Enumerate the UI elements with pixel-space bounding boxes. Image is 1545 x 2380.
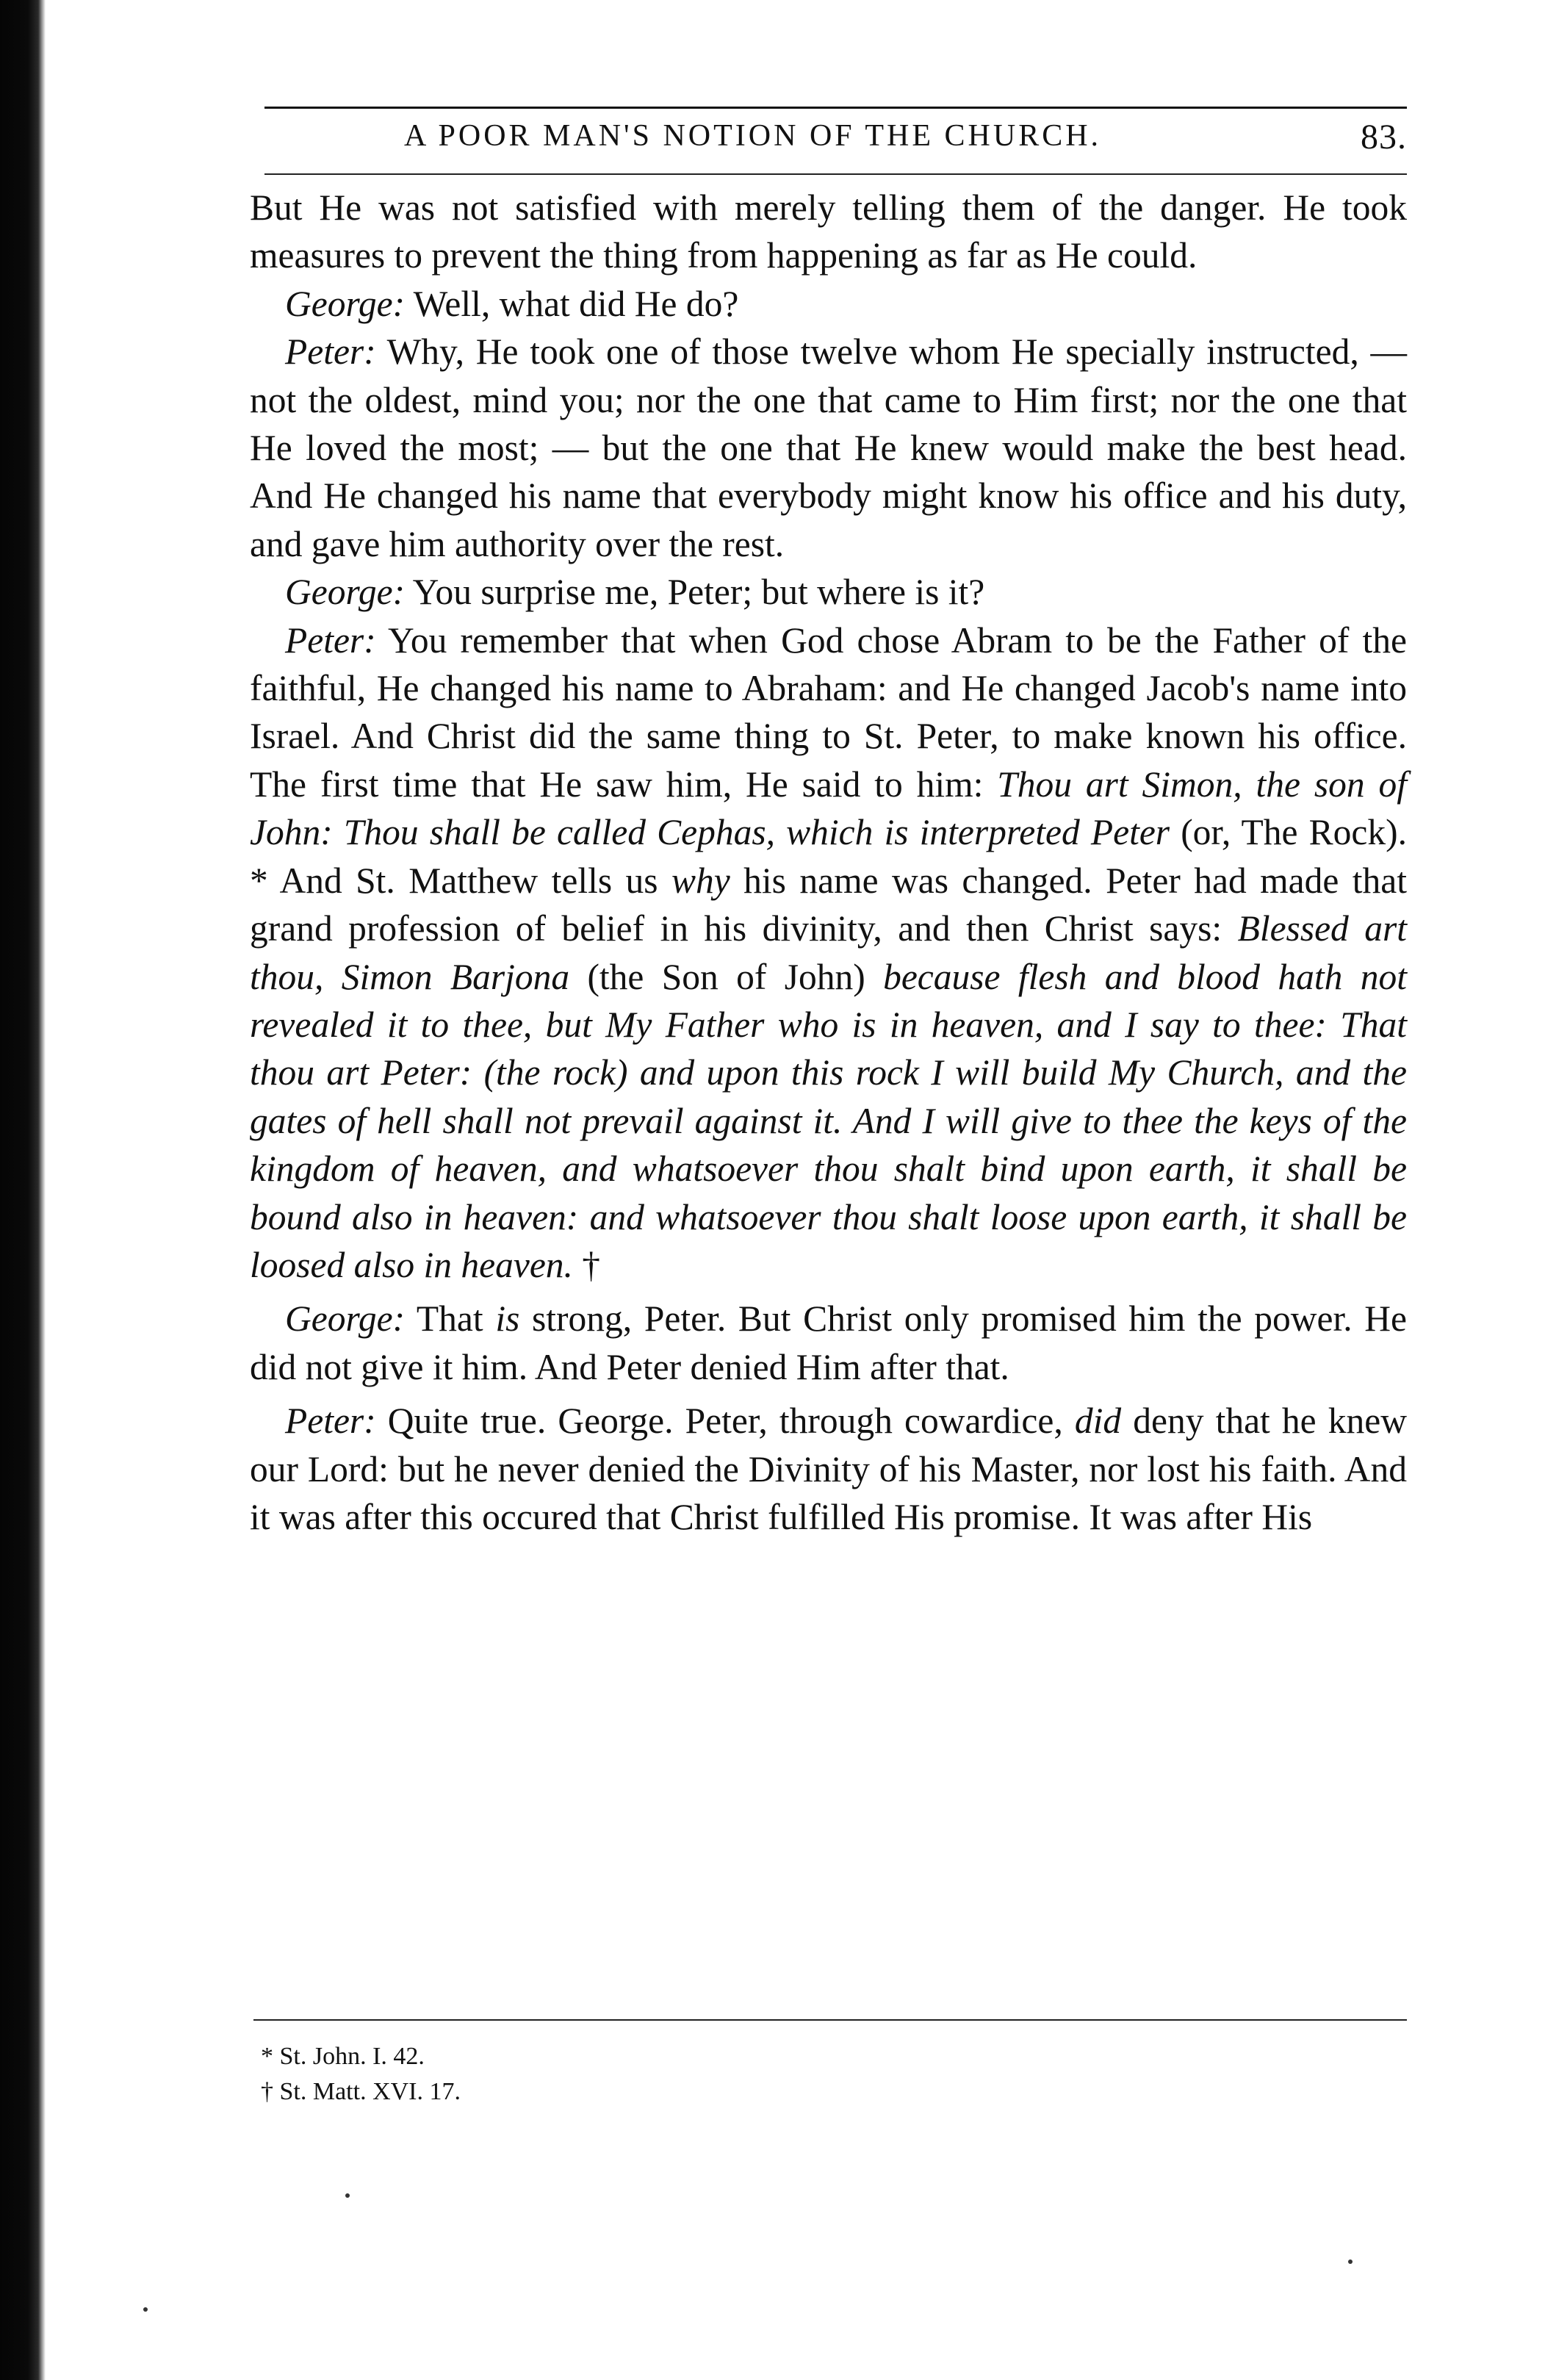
body-text bbox=[250, 184, 1407, 1541]
page-number: 83. bbox=[1361, 118, 1407, 157]
print-speck bbox=[1348, 2259, 1353, 2264]
book-binding-shadow bbox=[0, 0, 46, 2380]
paragraph: Peter: Quite true. George. Peter, through cowardice, did deny that he knew our Lord: but he never denied the Divinity of his Master, nor lost his faith. And it was after this occured that Christ fulfilled His promise. It was after His bbox=[250, 1401, 1407, 1537]
scripture-quote: Thou art Simon, the son of John: Thou shall be called Cephas, which is interpreted Peter bbox=[250, 763, 1407, 853]
speaker-label: Peter: bbox=[285, 1401, 376, 1442]
paragraph: George: Well, what did He do? bbox=[285, 283, 739, 324]
footnote: * St. John. I. 42. bbox=[261, 2043, 425, 2070]
paragraph: But He was not satisfied with merely telling them of the danger. He took measures to prevent the thing from happening as far as He could. bbox=[250, 187, 1407, 276]
paragraph: George: That is strong, Peter. But Christ only promised him the power. He did not give it him. And Peter denied Him after that. bbox=[250, 1298, 1407, 1387]
emphasis: is bbox=[495, 1298, 520, 1340]
header-rule bbox=[264, 173, 1407, 175]
top-rule bbox=[264, 107, 1407, 109]
page-header bbox=[264, 114, 1407, 158]
speaker-label: Peter: bbox=[285, 331, 376, 373]
emphasis: did bbox=[1074, 1401, 1122, 1442]
paragraph: Peter: Why, He took one of those twelve whom He specially instructed, — not the oldest, mind you; nor the one that came to Him first; nor the one that He loved the most; — but the one that He knew would make the best head. And He changed his name that everybody might know his office and his duty, and gave him authority over the rest. bbox=[250, 331, 1407, 564]
print-speck bbox=[345, 2193, 350, 2198]
footnote: † St. Matt. XVI. 17. bbox=[261, 2078, 461, 2105]
speaker-label: Peter: bbox=[285, 619, 376, 661]
speaker-label: George: bbox=[285, 572, 406, 613]
speaker-label: George: bbox=[285, 283, 406, 324]
speaker-label: George: bbox=[285, 1298, 406, 1340]
emphasis: why bbox=[671, 860, 730, 901]
print-speck bbox=[143, 2307, 148, 2312]
scripture-quote: because flesh and blood hath not revealed it to thee, but My Father who is in heaven, and I say to thee: That thou art Peter: (the rock) and upon this rock I will build My Church, and the gates of hell shall not prevail against it. And I will give to thee the keys of the kingdom of heaven, and whatsoever thou shalt bind upon earth, it shall be bound also in heaven: and whatsoever thou shalt loose upon earth, it shall be loosed also in heaven. bbox=[250, 956, 1408, 1285]
paragraph: George: You surprise me, Peter; but where is it? bbox=[285, 572, 985, 613]
footnote-rule bbox=[253, 2019, 1407, 2021]
scripture-quote: Blessed art thou, Simon Barjona bbox=[250, 908, 1407, 997]
running-head: A POOR MAN'S NOTION OF THE CHURCH. bbox=[404, 119, 1102, 153]
paragraph: Peter: You remember that when God chose Abram to be the Father of the faithful, He changed his name to Abraham: and He changed Jacob's name into Israel. And Christ did the same thing to St. Peter, to make known his office. The first time that He saw him, He said to him: Thou art Simon, the son of John: Thou shall be called Cephas, which is interpreted Peter (or, The Rock). * And St. Matthew tells us why his name was changed. Peter had made that grand profession of belief in his divinity, and then Christ says: Blessed art thou, Simon Barjona (the Son of John) because flesh and blood hath not revealed it to thee, but My Father who is in heaven, and I say to thee: That thou art Peter: (the rock) and upon this rock I will build My Church, and the gates of hell shall not prevail against it. And I will give to thee the keys of the kingdom of heaven, and whatsoever thou shalt bind upon earth, it shall be bound also in heaven: and whatsoever thou shalt loose upon earth, it shall be loosed also in heaven. † bbox=[250, 619, 1408, 1285]
footnotes bbox=[261, 2039, 461, 2110]
